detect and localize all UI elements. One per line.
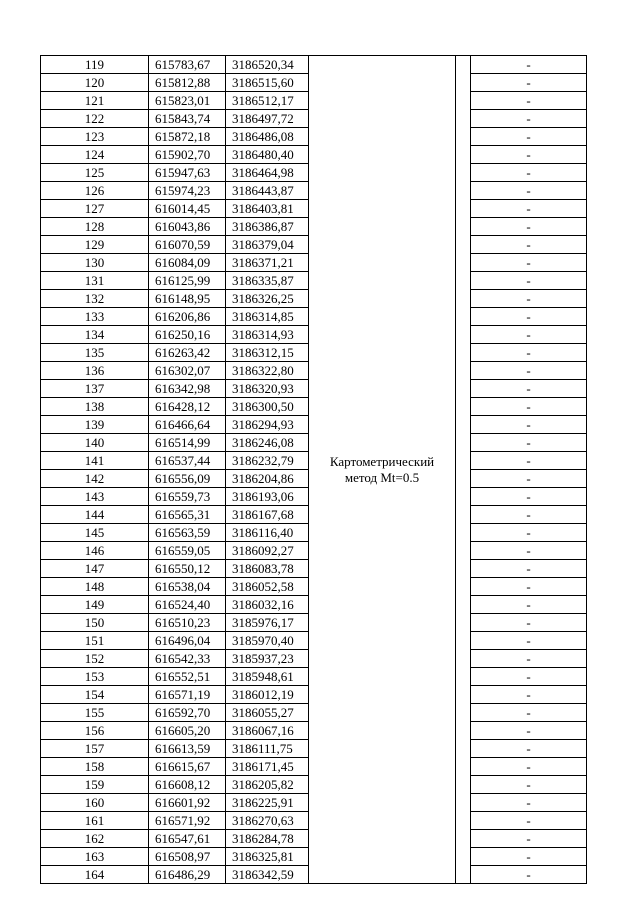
value-cell: - [471,434,587,452]
y-coordinate-cell: 3186270,63 [226,812,309,830]
x-coordinate-cell: 616206,86 [149,308,226,326]
value-cell: - [471,200,587,218]
value-cell: - [471,398,587,416]
point-number-cell: 149 [41,596,149,614]
x-coordinate-cell: 615902,70 [149,146,226,164]
value-cell: - [471,506,587,524]
y-coordinate-cell: 3186464,98 [226,164,309,182]
x-coordinate-cell: 616605,20 [149,722,226,740]
x-coordinate-cell: 616538,04 [149,578,226,596]
value-cell: - [471,344,587,362]
point-number-cell: 134 [41,326,149,344]
point-number-cell: 133 [41,308,149,326]
x-coordinate-cell: 616014,45 [149,200,226,218]
point-number-cell: 143 [41,488,149,506]
point-number-cell: 154 [41,686,149,704]
point-number-cell: 161 [41,812,149,830]
method-line-1: Картометрический [329,453,435,469]
coordinates-table-body [41,56,587,884]
value-cell: - [471,488,587,506]
value-cell: - [471,92,587,110]
y-coordinate-cell: 3186284,78 [226,830,309,848]
x-coordinate-cell: 616571,19 [149,686,226,704]
x-coordinate-cell: 616125,99 [149,272,226,290]
coordinates-table [40,55,587,884]
x-coordinate-cell: 616302,07 [149,362,226,380]
y-coordinate-cell: 3186486,08 [226,128,309,146]
value-cell: - [471,830,587,848]
point-number-cell: 146 [41,542,149,560]
point-number-cell: 139 [41,416,149,434]
value-cell: - [471,254,587,272]
value-cell: - [471,866,587,884]
value-cell: - [471,722,587,740]
y-coordinate-cell: 3186171,45 [226,758,309,776]
y-coordinate-cell: 3186480,40 [226,146,309,164]
point-number-cell: 144 [41,506,149,524]
x-coordinate-cell: 616428,12 [149,398,226,416]
point-number-cell: 145 [41,524,149,542]
y-coordinate-cell: 3186246,08 [226,434,309,452]
x-coordinate-cell: 615843,74 [149,110,226,128]
value-cell: - [471,470,587,488]
value-cell: - [471,146,587,164]
y-coordinate-cell: 3186314,93 [226,326,309,344]
point-number-cell: 137 [41,380,149,398]
value-cell: - [471,704,587,722]
x-coordinate-cell: 616466,64 [149,416,226,434]
point-number-cell: 142 [41,470,149,488]
value-cell: - [471,326,587,344]
x-coordinate-cell: 616559,73 [149,488,226,506]
y-coordinate-cell: 3186225,91 [226,794,309,812]
point-number-cell: 159 [41,776,149,794]
y-coordinate-cell: 3186294,93 [226,416,309,434]
x-coordinate-cell: 616070,59 [149,236,226,254]
x-coordinate-cell: 616263,42 [149,344,226,362]
value-cell: - [471,56,587,74]
method-line-2: метод Mt=0.5 [344,469,420,485]
y-coordinate-cell: 3186335,87 [226,272,309,290]
value-cell: - [471,632,587,650]
y-coordinate-cell: 3186052,58 [226,578,309,596]
value-cell: - [471,362,587,380]
value-cell: - [471,560,587,578]
x-coordinate-cell: 615974,23 [149,182,226,200]
value-cell: - [471,686,587,704]
value-cell: - [471,452,587,470]
x-coordinate-cell: 616496,04 [149,632,226,650]
point-number-cell: 131 [41,272,149,290]
x-coordinate-cell: 616342,98 [149,380,226,398]
point-number-cell: 141 [41,452,149,470]
point-number-cell: 122 [41,110,149,128]
y-coordinate-cell: 3186312,15 [226,344,309,362]
x-coordinate-cell: 616565,31 [149,506,226,524]
y-coordinate-cell: 3186205,82 [226,776,309,794]
point-number-cell: 120 [41,74,149,92]
value-cell: - [471,848,587,866]
value-cell: - [471,794,587,812]
value-cell: - [471,812,587,830]
x-coordinate-cell: 616550,12 [149,560,226,578]
point-number-cell: 147 [41,560,149,578]
point-number-cell: 124 [41,146,149,164]
point-number-cell: 119 [41,56,149,74]
x-coordinate-cell: 615872,18 [149,128,226,146]
point-number-cell: 155 [41,704,149,722]
x-coordinate-cell: 616615,67 [149,758,226,776]
point-number-cell: 121 [41,92,149,110]
y-coordinate-cell: 3185976,17 [226,614,309,632]
point-number-cell: 136 [41,362,149,380]
x-coordinate-cell: 616537,44 [149,452,226,470]
x-coordinate-cell: 616571,92 [149,812,226,830]
point-number-cell: 132 [41,290,149,308]
x-coordinate-cell: 615783,67 [149,56,226,74]
x-coordinate-cell: 616043,86 [149,218,226,236]
value-cell: - [471,164,587,182]
value-cell: - [471,524,587,542]
y-coordinate-cell: 3186111,75 [226,740,309,758]
point-number-cell: 140 [41,434,149,452]
x-coordinate-cell: 616608,12 [149,776,226,794]
point-number-cell: 156 [41,722,149,740]
x-coordinate-cell: 616510,23 [149,614,226,632]
value-cell: - [471,272,587,290]
value-cell: - [471,758,587,776]
value-cell: - [471,110,587,128]
y-coordinate-cell: 3186386,87 [226,218,309,236]
y-coordinate-cell: 3186512,17 [226,92,309,110]
value-cell: - [471,542,587,560]
x-coordinate-cell: 616601,92 [149,794,226,812]
y-coordinate-cell: 3185948,61 [226,668,309,686]
point-number-cell: 123 [41,128,149,146]
x-coordinate-cell: 615812,88 [149,74,226,92]
y-coordinate-cell: 3186515,60 [226,74,309,92]
point-number-cell: 125 [41,164,149,182]
point-number-cell: 130 [41,254,149,272]
y-coordinate-cell: 3186055,27 [226,704,309,722]
point-number-cell: 135 [41,344,149,362]
y-coordinate-cell: 3186193,06 [226,488,309,506]
value-cell: - [471,596,587,614]
x-coordinate-cell: 616547,61 [149,830,226,848]
value-cell: - [471,776,587,794]
y-coordinate-cell: 3186342,59 [226,866,309,884]
x-coordinate-cell: 616556,09 [149,470,226,488]
point-number-cell: 158 [41,758,149,776]
point-number-cell: 153 [41,668,149,686]
point-number-cell: 151 [41,632,149,650]
value-cell: - [471,128,587,146]
y-coordinate-cell: 3186067,16 [226,722,309,740]
value-cell: - [471,578,587,596]
value-cell: - [471,416,587,434]
y-coordinate-cell: 3186371,21 [226,254,309,272]
x-coordinate-cell: 616542,33 [149,650,226,668]
x-coordinate-cell: 616613,59 [149,740,226,758]
value-cell: - [471,668,587,686]
value-cell: - [471,236,587,254]
y-coordinate-cell: 3186520,34 [226,56,309,74]
x-coordinate-cell: 616592,70 [149,704,226,722]
x-coordinate-cell: 616563,59 [149,524,226,542]
method-cell [309,56,456,884]
y-coordinate-cell: 3185937,23 [226,650,309,668]
x-coordinate-cell: 616524,40 [149,596,226,614]
x-coordinate-cell: 616084,09 [149,254,226,272]
y-coordinate-cell: 3186379,04 [226,236,309,254]
empty-column-cell [456,56,471,884]
point-number-cell: 152 [41,650,149,668]
point-number-cell: 160 [41,794,149,812]
value-cell: - [471,614,587,632]
point-number-cell: 127 [41,200,149,218]
point-number-cell: 157 [41,740,149,758]
point-number-cell: 163 [41,848,149,866]
y-coordinate-cell: 3186320,93 [226,380,309,398]
y-coordinate-cell: 3185970,40 [226,632,309,650]
point-number-cell: 164 [41,866,149,884]
point-number-cell: 129 [41,236,149,254]
point-number-cell: 128 [41,218,149,236]
y-coordinate-cell: 3186443,87 [226,182,309,200]
y-coordinate-cell: 3186083,78 [226,560,309,578]
point-number-cell: 148 [41,578,149,596]
x-coordinate-cell: 616148,95 [149,290,226,308]
y-coordinate-cell: 3186012,19 [226,686,309,704]
y-coordinate-cell: 3186314,85 [226,308,309,326]
y-coordinate-cell: 3186116,40 [226,524,309,542]
value-cell: - [471,740,587,758]
value-cell: - [471,182,587,200]
point-number-cell: 150 [41,614,149,632]
table-row [41,56,587,74]
y-coordinate-cell: 3186204,86 [226,470,309,488]
y-coordinate-cell: 3186032,16 [226,596,309,614]
value-cell: - [471,380,587,398]
x-coordinate-cell: 615947,63 [149,164,226,182]
x-coordinate-cell: 616559,05 [149,542,226,560]
value-cell: - [471,650,587,668]
y-coordinate-cell: 3186497,72 [226,110,309,128]
y-coordinate-cell: 3186322,80 [226,362,309,380]
y-coordinate-cell: 3186092,27 [226,542,309,560]
x-coordinate-cell: 615823,01 [149,92,226,110]
point-number-cell: 126 [41,182,149,200]
x-coordinate-cell: 616508,97 [149,848,226,866]
y-coordinate-cell: 3186325,81 [226,848,309,866]
y-coordinate-cell: 3186326,25 [226,290,309,308]
point-number-cell: 162 [41,830,149,848]
y-coordinate-cell: 3186300,50 [226,398,309,416]
value-cell: - [471,308,587,326]
point-number-cell: 138 [41,398,149,416]
x-coordinate-cell: 616486,29 [149,866,226,884]
x-coordinate-cell: 616250,16 [149,326,226,344]
value-cell: - [471,218,587,236]
y-coordinate-cell: 3186232,79 [226,452,309,470]
x-coordinate-cell: 616552,51 [149,668,226,686]
y-coordinate-cell: 3186167,68 [226,506,309,524]
value-cell: - [471,74,587,92]
x-coordinate-cell: 616514,99 [149,434,226,452]
y-coordinate-cell: 3186403,81 [226,200,309,218]
value-cell: - [471,290,587,308]
